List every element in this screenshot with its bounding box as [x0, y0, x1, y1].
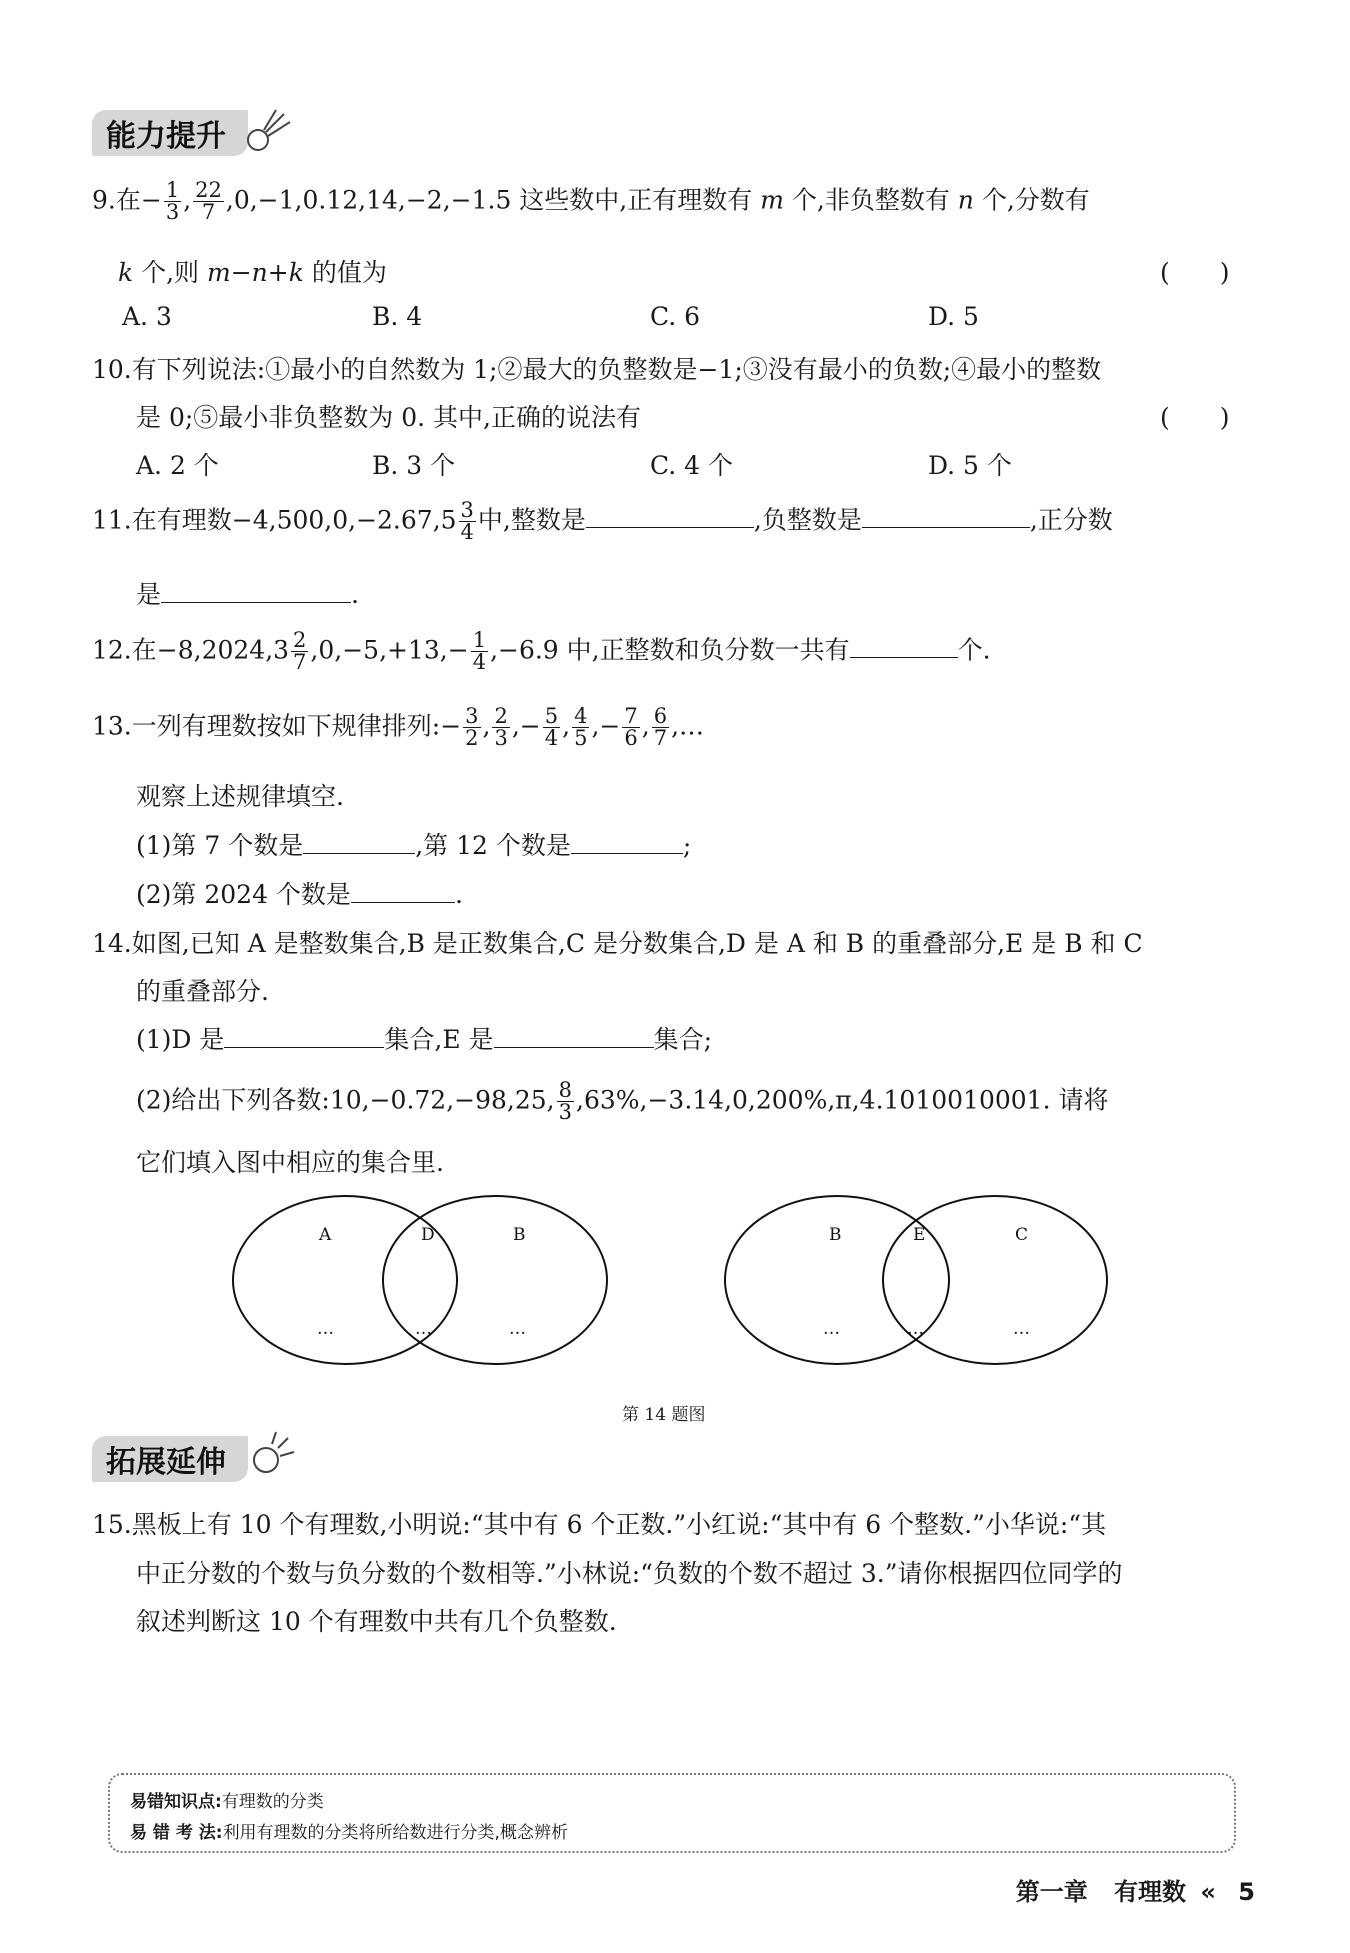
q15-line2: 中正分数的个数与负分数的个数相等.”小林说:“负数的个数不超过 3.”请你根据四位同学的	[136, 1559, 1123, 1588]
fraction	[291, 630, 308, 674]
section-title: 拓展延伸	[106, 1445, 226, 1480]
answer-paren[interactable]: ( )	[1160, 403, 1230, 432]
numerator: 7	[624, 704, 638, 728]
q10-line2: 是 0;⑤最小非负整数为 0. 其中,正确的说法有	[136, 403, 641, 432]
q9-mid2: 个,分数有	[981, 185, 1090, 215]
numerator: 6	[653, 704, 668, 728]
fraction	[572, 706, 589, 750]
q13-p2a: (2)第 2024 个数是	[136, 880, 351, 909]
numerator: 22	[195, 178, 222, 202]
q14-line1	[92, 924, 1143, 960]
q9-pre: 在−	[115, 185, 162, 215]
fraction	[543, 706, 560, 750]
tip-text: 利用有理数的分类将所给数进行分类,概念辨析	[222, 1823, 568, 1843]
q9-rest: ,0,−1,0.12,14,−2,−1.5 这些数中,正有理数有	[225, 185, 753, 215]
q14-line4: 它们填入图中相应的集合里.	[136, 1148, 444, 1177]
label-c: C	[1015, 1225, 1029, 1245]
answer-blank[interactable]	[494, 1025, 654, 1048]
denominator: 7	[293, 650, 307, 675]
fraction	[622, 706, 639, 750]
option-d[interactable]: D. 5 个	[928, 451, 1012, 480]
separator: ,	[482, 711, 491, 741]
option-a[interactable]: A. 2 个	[136, 451, 219, 480]
section-title: 能力提升	[106, 119, 226, 154]
q14-p1b: 集合,E 是	[384, 1025, 494, 1054]
separator: ,−	[511, 711, 541, 741]
q10-text: 有下列说法:①最小的自然数为 1;②最大的负整数是−1;③没有最小的负数;④最小的整数	[131, 355, 1102, 384]
q14-p1a: (1)D 是	[136, 1025, 225, 1054]
fraction	[463, 706, 480, 750]
q9-mid1: 个,非负整数有	[791, 185, 950, 215]
figure-caption: 第 14 题图	[622, 1405, 706, 1425]
option-c[interactable]: C. 4 个	[650, 451, 733, 480]
tip-method	[130, 1818, 568, 1843]
label-e: E	[913, 1225, 926, 1245]
section-header-ability	[92, 110, 248, 156]
answer-paren[interactable]: ( )	[1160, 258, 1230, 287]
denominator: 3	[165, 200, 180, 225]
numerator: 8	[558, 1078, 572, 1102]
label-b: B	[829, 1225, 842, 1245]
q15-number: 15.	[92, 1510, 132, 1539]
q15-line3: 叙述判断这 10 个有理数中共有几个负整数.	[136, 1607, 617, 1636]
q10-line1	[92, 350, 1101, 386]
separator: ,	[183, 185, 192, 215]
q13-p1b: ,第 12 个数是	[415, 831, 571, 860]
dots-c[interactable]: …	[1013, 1319, 1030, 1339]
var-k: k	[118, 258, 134, 287]
chapter-label: 第一章	[1015, 1878, 1088, 1906]
q14-part2	[136, 1080, 1108, 1124]
fraction	[492, 706, 509, 750]
q15-line1	[92, 1505, 1106, 1541]
separator: ,−	[591, 711, 621, 741]
dots-e[interactable]: …	[907, 1319, 924, 1339]
numerator: 4	[574, 704, 588, 728]
section-header-extension	[92, 1436, 248, 1482]
tip-label: 易错知识点:	[130, 1792, 222, 1812]
dots-b[interactable]: …	[509, 1319, 526, 1339]
q11-pre: 在有理数−4,500,0,−2.67,5	[131, 505, 457, 535]
denominator: 4	[544, 726, 559, 751]
answer-blank[interactable]	[850, 635, 958, 658]
q13-number: 13.	[92, 711, 132, 741]
dots-b[interactable]: …	[823, 1319, 840, 1339]
q10-number: 10.	[92, 355, 132, 384]
option-c[interactable]: C. 6	[650, 302, 701, 331]
answer-blank[interactable]	[351, 880, 455, 903]
answer-blank[interactable]	[586, 505, 754, 528]
tip-knowledge	[130, 1787, 324, 1812]
q12-end: 个.	[957, 635, 991, 665]
q14-p1c: 集合;	[653, 1025, 712, 1054]
q11-number: 11.	[92, 505, 132, 535]
answer-blank[interactable]	[862, 505, 1030, 528]
venn-diagram-ab	[225, 1190, 625, 1375]
answer-blank[interactable]	[161, 580, 351, 603]
q12-number: 12.	[92, 635, 132, 665]
q11-a: 中,整数是	[477, 505, 586, 535]
q11-line2	[136, 575, 359, 611]
option-a[interactable]: A. 3	[122, 302, 172, 331]
option-d[interactable]: D. 5	[928, 302, 979, 331]
page-number: 5	[1238, 1878, 1255, 1906]
numerator: 1	[165, 178, 180, 202]
q9-line2b: 的值为	[311, 258, 387, 287]
numerator: 5	[544, 704, 559, 728]
q9-line1	[92, 180, 1090, 224]
q12-mid: ,0,−5,+13,−	[310, 635, 469, 665]
double-chevron-left-icon: «	[1200, 1878, 1216, 1906]
fraction	[459, 500, 476, 544]
denominator: 2	[465, 726, 479, 751]
q13-pre: 一列有理数按如下规律排列:−	[131, 711, 462, 741]
tip-text: 有理数的分类	[221, 1792, 324, 1812]
denominator: 3	[558, 1100, 572, 1125]
numerator: 1	[472, 628, 487, 652]
fraction	[471, 630, 488, 674]
denominator: 7	[653, 726, 668, 751]
q13-part1	[136, 826, 691, 862]
q9-expression: m−n+k	[207, 258, 304, 287]
answer-blank[interactable]	[303, 831, 415, 854]
q13-line1	[92, 706, 704, 750]
answer-blank[interactable]	[224, 1025, 384, 1048]
denominator: 5	[574, 726, 588, 751]
separator: ,	[641, 711, 650, 741]
q14-text: 如图,已知 A 是整数集合,B 是正数集合,C 是分数集合,D 是 A 和 B 的重叠部分,E 是 B 和 C	[131, 929, 1143, 958]
fraction	[164, 180, 181, 224]
q12-line	[92, 630, 991, 674]
answer-blank[interactable]	[571, 831, 683, 854]
q12-post: ,−6.9 中,正整数和负分数一共有	[490, 635, 850, 665]
q13-p1a: (1)第 7 个数是	[136, 831, 304, 860]
label-a: A	[319, 1225, 332, 1245]
sparkle-icon	[240, 104, 296, 158]
q13-p1c: ;	[682, 831, 692, 860]
q14-number: 14.	[92, 929, 132, 958]
denominator: 4	[472, 650, 487, 675]
label-d: D	[421, 1225, 435, 1245]
numerator: 2	[293, 628, 307, 652]
denominator: 4	[460, 520, 474, 545]
q11-b: ,负整数是	[753, 505, 862, 535]
option-b[interactable]: B. 4	[372, 302, 423, 331]
label-b: B	[513, 1225, 526, 1245]
denominator: 6	[624, 726, 638, 751]
q9-number: 9.	[92, 185, 116, 215]
denominator: 7	[201, 200, 216, 225]
option-b[interactable]: B. 3 个	[372, 451, 456, 480]
dots-a[interactable]: …	[317, 1319, 334, 1339]
dots-d[interactable]: …	[415, 1319, 432, 1339]
fraction	[557, 1080, 574, 1124]
q13-part2	[136, 875, 463, 911]
q11-line2-text: 是	[136, 580, 162, 609]
q15-text: 黑板上有 10 个有理数,小明说:“其中有 6 个正数.”小红说:“其中有 6 个整数.”小华说:“其	[131, 1510, 1107, 1539]
denominator: 3	[494, 726, 508, 751]
q9-line2-text: 个,则	[141, 258, 200, 287]
numerator: 3	[465, 704, 479, 728]
q14-line2: 的重叠部分.	[136, 977, 269, 1006]
q13-observe: 观察上述规律填空.	[136, 782, 344, 811]
chapter-title: 有理数	[1114, 1878, 1187, 1906]
separator: ,	[562, 711, 571, 741]
fraction	[652, 706, 669, 750]
fraction	[193, 180, 224, 224]
venn-diagram-bc	[715, 1190, 1125, 1375]
q9-line2	[118, 253, 387, 289]
q14-p2b: ,63%,−3.14,0,200%,π,4.1010010001. 请将	[576, 1085, 1109, 1115]
q12-pre: 在−8,2024,3	[131, 635, 290, 665]
page-footer	[1016, 1872, 1255, 1907]
q13-p2b: .	[454, 880, 463, 909]
numerator: 2	[494, 704, 508, 728]
q13-tail: ,…	[671, 711, 705, 741]
numerator: 3	[460, 498, 474, 522]
q11-c: ,正分数	[1029, 505, 1113, 535]
q11-line1	[92, 500, 1113, 544]
tip-label: 易 错 考 法:	[130, 1823, 223, 1843]
q14-p2a: (2)给出下列各数:10,−0.72,−98,25,	[136, 1085, 555, 1115]
lightbulb-icon	[246, 1430, 296, 1486]
q11-end: .	[351, 580, 359, 609]
var-n: n	[957, 185, 974, 215]
var-m: m	[760, 185, 784, 215]
q14-part1	[136, 1020, 712, 1056]
